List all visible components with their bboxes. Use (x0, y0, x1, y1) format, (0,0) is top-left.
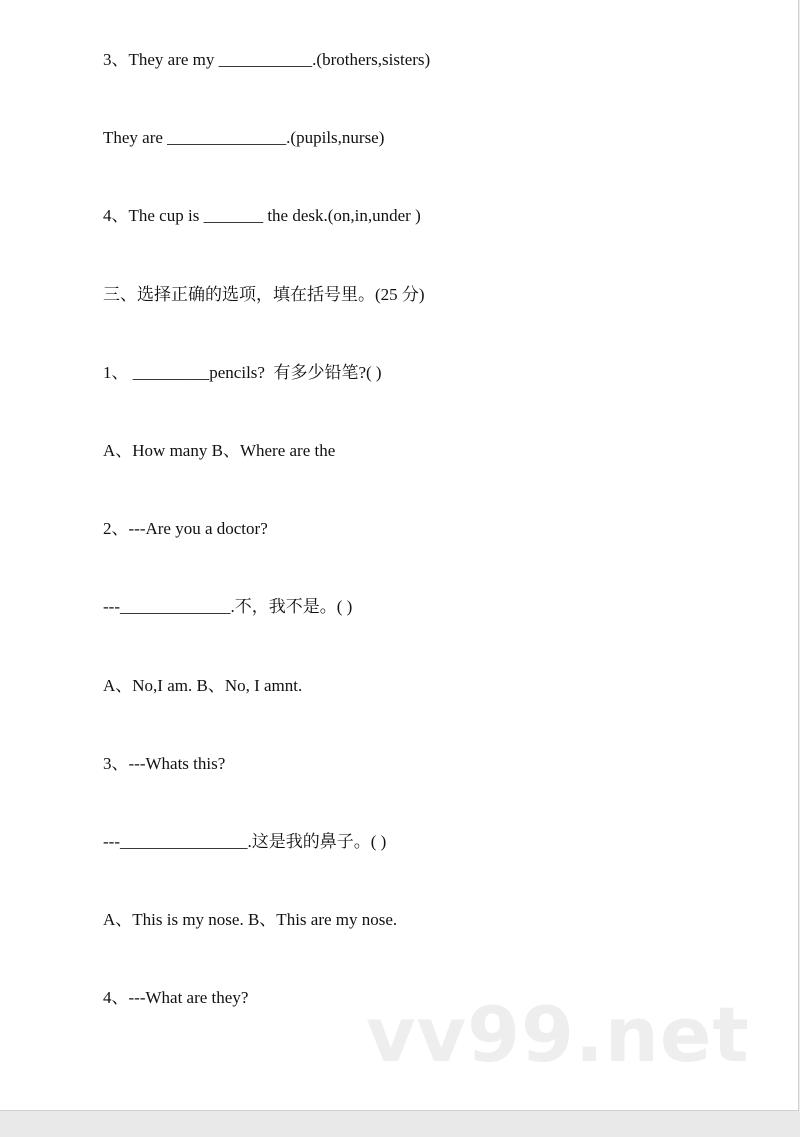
watermark: vv99.net (366, 990, 750, 1079)
exercise-line-fill-desk: 4、The cup is _______ the desk.(on,in,under ) (103, 206, 421, 225)
page-gap (0, 1111, 800, 1137)
exercise-line-fill-pupils: They are ______________.(pupils,nurse) (103, 128, 385, 147)
question-3-options: A、This is my nose. B、This are my nose. (103, 910, 398, 929)
question-3-answer-line: ---_______________.这是我的鼻子。( ) (103, 832, 387, 851)
question-4: 4、---What are they? (103, 988, 249, 1007)
question-1-options: A、How many B、Where are the (103, 441, 336, 460)
question-2-options: A、No,I am. B、No, I amnt. (103, 676, 303, 695)
question-2: 2、---Are you a doctor? (103, 519, 268, 538)
section-heading-choose: 三、选择正确的选项，填在括号里。(25 分) (103, 285, 425, 304)
question-2-answer-line: ---_____________.不，我不是。( ) (103, 597, 353, 616)
question-3: 3、---Whats this? (103, 754, 226, 773)
exercise-line-fill-brothers: 3、They are my ___________.(brothers,sisters) (103, 50, 431, 69)
question-1: 1、 _________pencils? 有多少铅笔?( ) (103, 363, 382, 382)
